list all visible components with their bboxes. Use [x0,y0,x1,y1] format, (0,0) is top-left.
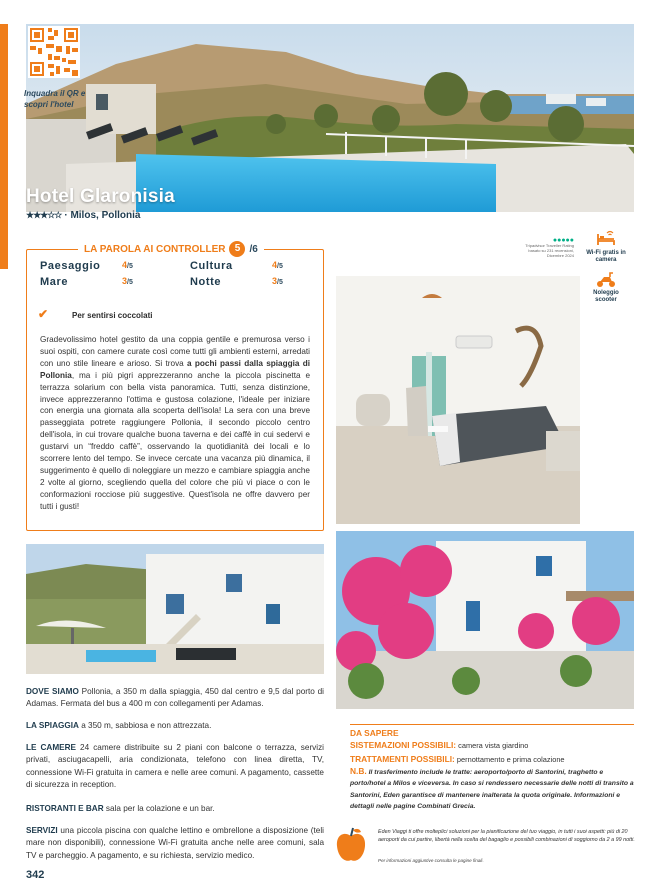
eden-small-note: Per informazioni aggiuntive consulta le pagine finali. [378,858,484,863]
info-spiaggia: LA SPIAGGIA a 350 m, sabbiosa e non attrezzata. [26,721,212,730]
tripadvisor-rating-icon: ●●●●● [552,237,574,244]
controller-heading-text: LA PAROLA AI CONTROLLER [84,243,226,255]
eden-note: Eden Viaggi ti offre molteplici soluzioni per la pianificazione del tuo viaggio, in tutti i suoi aspetti: più di 20 aeroporti da cui partire, libertà nella scelta del bagaglio e possibili combinazioni di soggiorno da 2 a 99 notti. [378,829,635,844]
hotel-title: Hotel Glaronisia [26,186,175,207]
da-sapere-divider [350,724,634,725]
controller-heading [78,241,264,257]
hotel-location: · Milos, Pollonia [64,210,141,221]
rating-paesaggio [40,260,133,272]
nb-run: e viceversa. In caso si rendessero necessarie delle notti di transito a [410,780,634,788]
feature-scooter [582,270,630,303]
controller-score-badge: 5 [229,241,245,257]
nb-run: , Eden garantisce di mantenere inalterata la quota originale. Informazioni e dettagli nelle pagine Combinati Grecia. [350,791,621,811]
page-number: 342 [26,869,45,881]
controller-tag: Per sentirsi coccolati [72,311,153,320]
nb-run: , traghetto e porto/hotel a [350,769,604,788]
info-camere: LE CAMERE 24 camere distribuite su 2 piani con balcone o terrazza, servizi privati, asciugacapelli, aria condizionata, telefono con linea diretta, TV, connessione Wi-Fi gratuita in camera e nelle aree comuni. A pagamento, cassette di sicurezza in reception. [26,743,324,790]
info-servizi: SERVIZI una piccola piscina con qualche lettino e ombrellone a disposizione (teli mare non disponibili), connessione Wi-Fi gratuita anche nelle aree comuni, sala TV e parcheggio. A pagamento, e su richiesta, servizio medico. [26,826,324,860]
tripadvisor-badge [512,238,574,258]
scooter-icon [595,270,617,288]
rating-value: 3/5 [122,276,133,286]
hotel-subtitle [26,210,140,221]
rating-value: 4/5 [122,260,133,270]
tripadvisor-note: basato su 231 recensioni, Dicembre 2024 [528,248,574,258]
hero-photo-pool [26,24,634,212]
description-run: , ma i più pigri apprezzeranno anche la piccola piscinetta e terrazza solarium con bella vista panoramica. Tutti, senza distinzione, invece apprezzeranno l'ottima e gustosa colazione, l'ideale per iniziare con energia una giornata alla scoperta dell'isola! La sera con una breve passeggiata potrete raggiungere Pollonia, il secondo piccolo centro dell'isola, in cui trovare qualche buona taverna e dei caffè in cui sedervi e gustarvi un “freddo caffè”, osservando la quotidianità dei locali e lo scorrere lento del tempo. Se invece cercate una vacanza più dinamica, il suggerimento è quello di noleggiare un mezzo e cambiare spiaggia anche 2 volte al giorno, scegliendo quella del colore che più vi piace o con le conformazioni rocciose più suggestive. Quest'isola ne offre davvero per tutti i gusti! [40,370,310,511]
rating-label: Mare [40,276,69,288]
controller-score-max: /6 [249,243,258,255]
info-ristoranti: RISTORANTI E BAR sala per la colazione e un bar. [26,804,215,813]
da-sapere-title: DA SAPERE [350,728,399,738]
rating-label: Cultura [190,260,233,272]
star-rating-icon: ★★★☆☆ [26,210,62,220]
feature-wifi [582,228,630,263]
sistemazioni-row: SISTEMAZIONI POSSIBILI: camera vista giardino [350,740,529,750]
trattamenti-row: TRATTAMENTI POSSIBILI: pernottamento e prima colazione [350,754,565,764]
qr-code[interactable] [28,26,80,78]
description-run: a pochi passi dalla spiaggia di Pollonia [40,358,311,380]
rating-label: Paesaggio [40,260,101,272]
feature-label: Noleggio scooter [593,290,619,303]
check-icon: ✔ [38,307,49,321]
rating-label: Notte [190,276,222,288]
nb-run: Il trasferimento include le tratte: aeroporto/porto di [366,769,535,776]
room-photo [336,276,580,524]
tripadvisor-label: Tripadvisor Traveller Rating [525,243,574,248]
rating-value: 4/5 [272,260,283,270]
apple-icon [334,826,368,869]
rating-cultura [190,260,283,272]
bougainvillea-photo [336,531,634,709]
rating-value: 3/5 [272,276,283,286]
feature-label: Wi-Fi gratis in camera [586,250,626,263]
exterior-photo [26,544,324,674]
nb-note: N.B. Il trasferimento include le tratte: aeroporto/porto di Santorini, traghetto e porto/hotel a Milos e viceversa. In caso si rendessero necessarie delle notti di transito a Santorini, Eden garantisce di mantenere inalterata la quota originale. Informazioni e dettagli nelle pagine Combinati Grecia. [350,766,634,811]
info-dove-siamo: DOVE SIAMO Pollonia, a 350 m dalla spiaggia, 450 dal centro e 9,5 dal porto di Adamas. Fermata del bus a 400 m con collegamenti per Adamas. [26,687,324,709]
hotel-description [40,334,310,513]
orange-side-bar [0,24,8,269]
nb-run: Santorini [350,791,380,799]
rating-mare [40,276,133,288]
nb-run: Santorini [534,769,565,776]
description-run: Gradevolissimo hotel gestito da una coppia gentile e premurosa verso i suoi ospiti, con camere curate così come tutti gli ambienti esterni, arredati con uno stile lineare e arioso. Si trova [40,335,310,368]
bed-wifi-icon [595,228,617,248]
nb-run: Milos [393,780,411,788]
rating-notte [190,276,283,288]
qr-caption: Inquadra il QR e scopri l'hotel [24,89,86,109]
